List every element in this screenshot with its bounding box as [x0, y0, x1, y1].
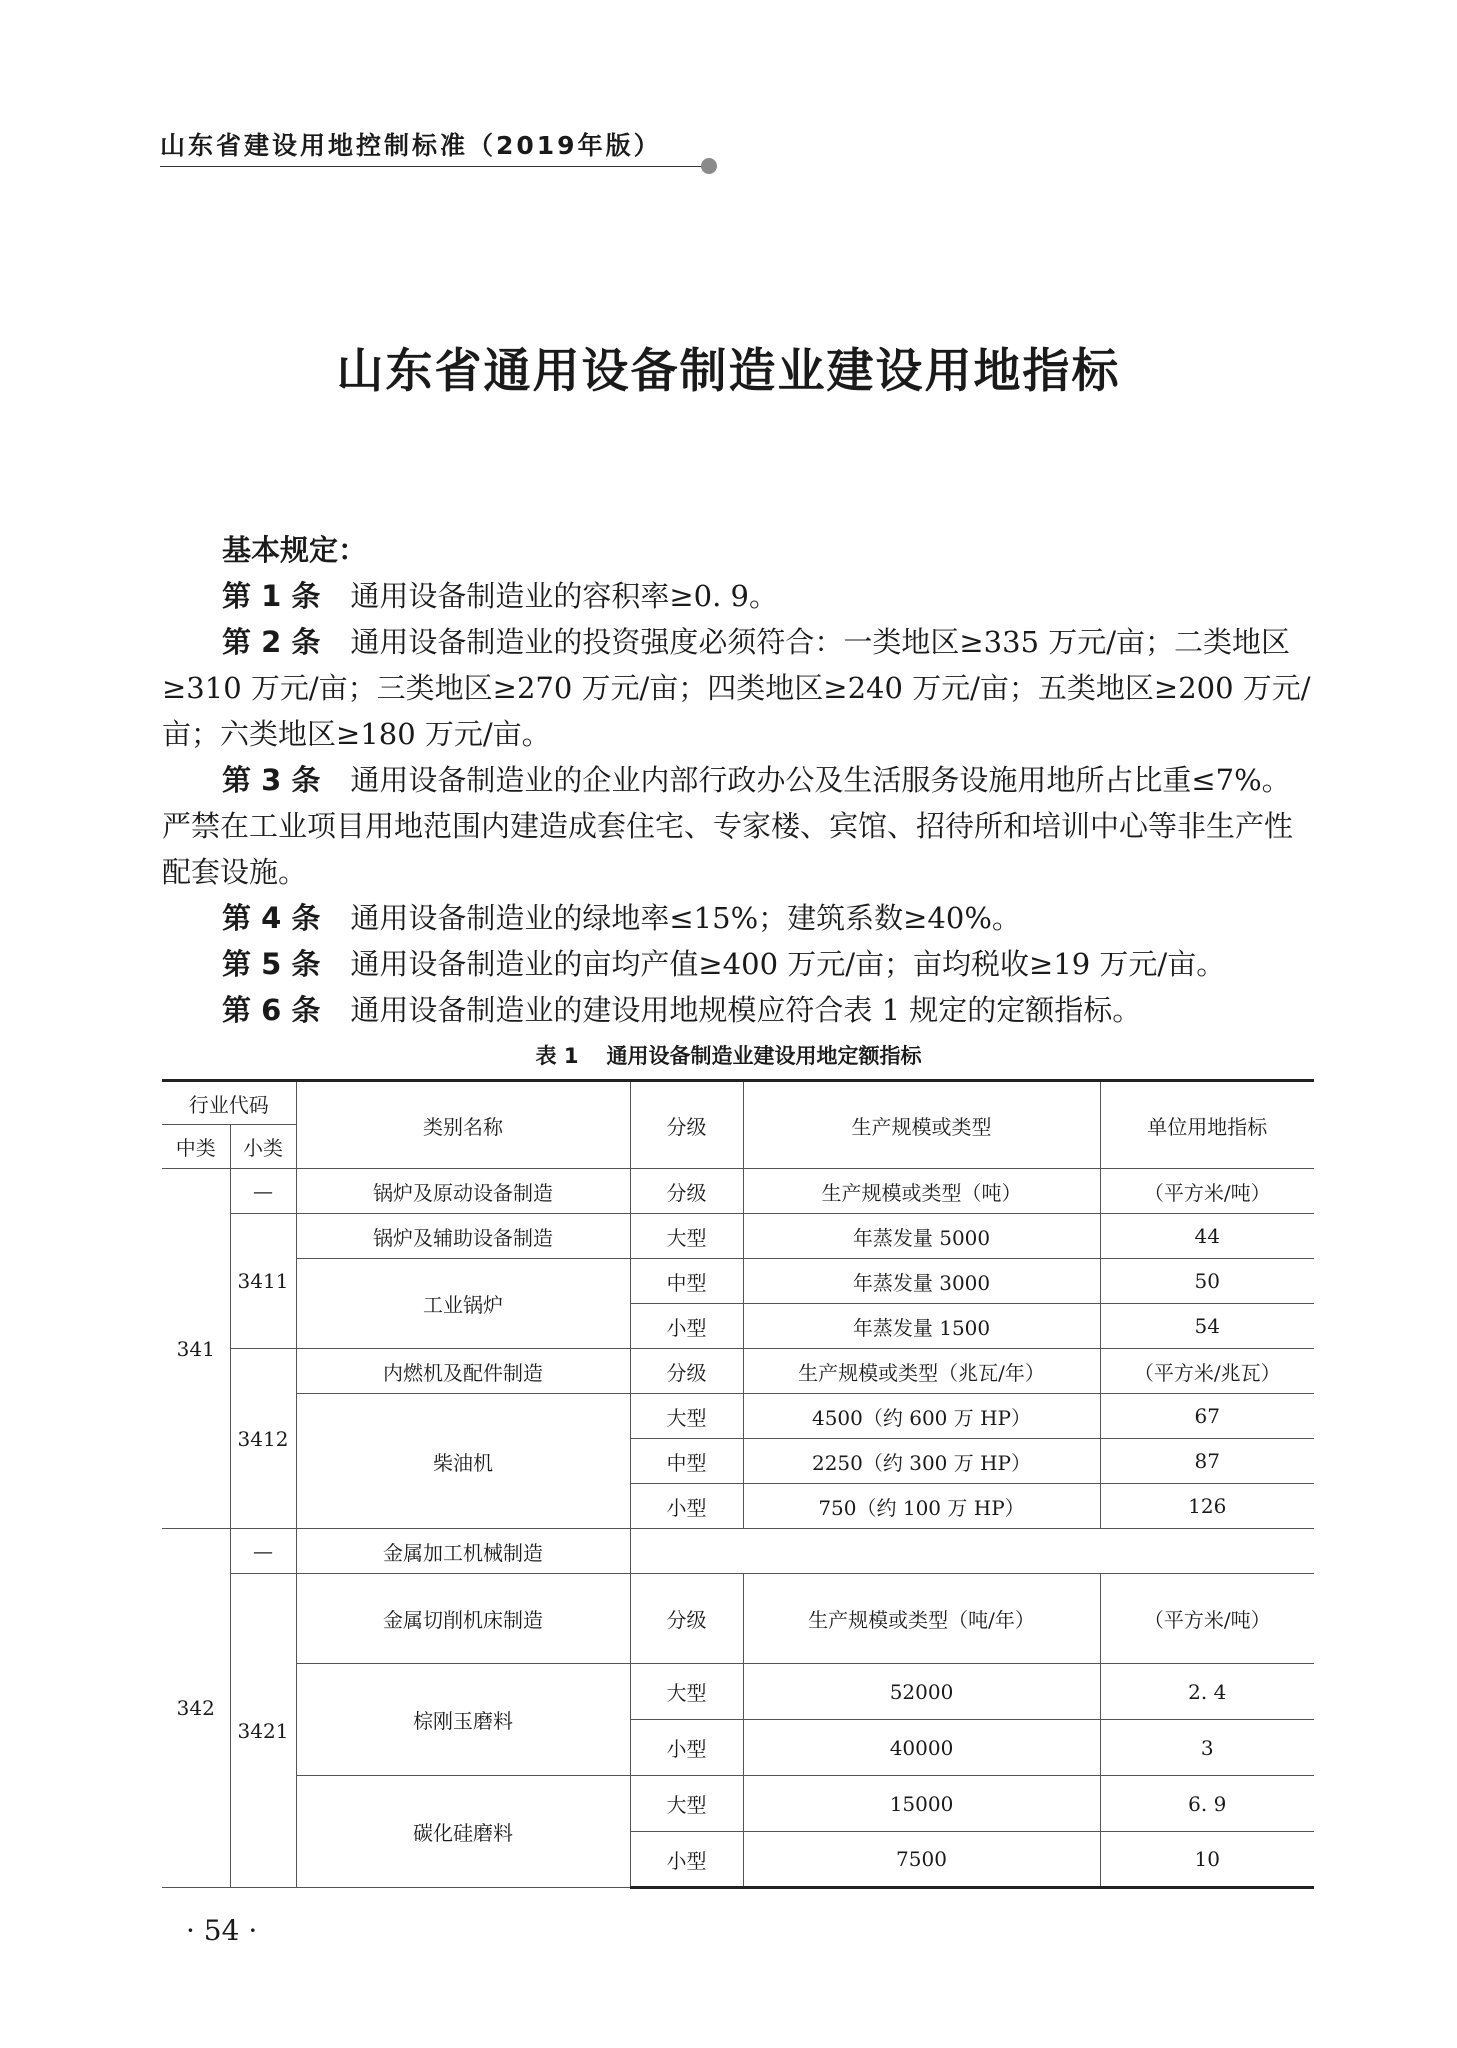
index-cell: 6. 9: [1100, 1776, 1314, 1832]
index-cell: 10: [1100, 1832, 1314, 1888]
scale-cell: 4500（约 600 万 HP）: [743, 1394, 1100, 1439]
category-cell: 金属切削机床制造: [296, 1574, 630, 1664]
basic-provisions: [162, 527, 1314, 1033]
index-cell: 2. 4: [1100, 1664, 1314, 1720]
grade-cell: 大型: [630, 1664, 743, 1720]
article-4: [162, 895, 1314, 941]
header-unit-index: 单位用地指标: [1100, 1081, 1314, 1169]
mid-class-cell: 342: [162, 1529, 230, 1888]
article-text: 通用设备制造业的绿地率≤15%；建筑系数≥40%。: [350, 901, 1021, 935]
quota-table: [162, 1079, 1314, 1889]
grade-cell: 中型: [630, 1259, 743, 1304]
table-title: 通用设备制造业建设用地定额指标: [606, 1044, 922, 1068]
category-cell: 工业锅炉: [296, 1259, 630, 1349]
index-cell: 87: [1100, 1439, 1314, 1484]
category-cell: 内燃机及配件制造: [296, 1349, 630, 1394]
scale-cell: 7500: [743, 1832, 1100, 1888]
grade-cell: 中型: [630, 1439, 743, 1484]
header-rule: [160, 166, 708, 167]
category-cell: 棕刚玉磨料: [296, 1664, 630, 1776]
scale-cell: 40000: [743, 1720, 1100, 1776]
article-3: [162, 757, 1314, 895]
table-header-row: [162, 1081, 1314, 1125]
table-row: [162, 1214, 1314, 1259]
article-label: 第 2 条: [222, 625, 321, 659]
index-cell: 126: [1100, 1484, 1314, 1529]
unit-cell: （平方米/吨）: [1100, 1574, 1314, 1664]
header-mid-class: 中类: [162, 1125, 230, 1169]
grade-cell: 大型: [630, 1776, 743, 1832]
article-5: [162, 941, 1314, 987]
grade-cell: 小型: [630, 1304, 743, 1349]
empty-cell: [630, 1529, 1314, 1574]
grade-cell: 分级: [630, 1349, 743, 1394]
page-title: 山东省通用设备制造业建设用地指标: [336, 344, 1121, 399]
sub-class-cell: 3421: [230, 1574, 296, 1888]
table-row: [162, 1394, 1314, 1439]
table-row: [162, 1664, 1314, 1720]
scale-cell: 2250（约 300 万 HP）: [743, 1439, 1100, 1484]
category-cell: 碳化硅磨料: [296, 1776, 630, 1888]
article-label: 第 4 条: [222, 901, 321, 935]
scale-cell: 生产规模或类型（吨）: [743, 1169, 1100, 1214]
unit-cell: （平方米/吨）: [1100, 1169, 1314, 1214]
header-grade: 分级: [630, 1081, 743, 1169]
article-6: [162, 987, 1314, 1033]
article-text: 通用设备制造业的投资强度必须符合：一类地区≥335 万元/亩；二类地区≥310 万元/亩；三类地区≥270 万元/亩；四类地区≥240 万元/亩；五类地区≥200 万元/亩；六类地区≥180 万元/亩。: [162, 625, 1311, 751]
grade-cell: 小型: [630, 1832, 743, 1888]
scale-cell: 生产规模或类型（兆瓦/年）: [743, 1349, 1100, 1394]
category-cell: 锅炉及辅助设备制造: [296, 1214, 630, 1259]
header-sub-class: 小类: [230, 1125, 296, 1169]
sub-class-cell: 3411: [230, 1214, 296, 1349]
mid-class-cell: 341: [162, 1169, 230, 1529]
category-cell: 金属加工机械制造: [296, 1529, 630, 1574]
scale-cell: 生产规模或类型（吨/年）: [743, 1574, 1100, 1664]
article-label: 第 3 条: [222, 763, 321, 797]
article-label: 第 6 条: [222, 993, 321, 1027]
sub-class-cell: —: [230, 1529, 296, 1574]
page-number: · 54 ·: [186, 1914, 258, 1947]
running-header: 山东省建设用地控制标准（2019年版）: [160, 131, 662, 160]
article-2: [162, 619, 1314, 757]
scale-cell: 年蒸发量 1500: [743, 1304, 1100, 1349]
category-cell: 柴油机: [296, 1394, 630, 1529]
index-cell: 50: [1100, 1259, 1314, 1304]
unit-cell: （平方米/兆瓦）: [1100, 1349, 1314, 1394]
article-text: 通用设备制造业的企业内部行政办公及生活服务设施用地所占比重≤7%。严禁在工业项目用地范围内建造成套住宅、专家楼、宾馆、招待所和培训中心等非生产性配套设施。: [162, 763, 1294, 889]
table-row: [162, 1776, 1314, 1832]
index-cell: 44: [1100, 1214, 1314, 1259]
table-row: [162, 1574, 1314, 1664]
index-cell: 3: [1100, 1720, 1314, 1776]
article-text: 通用设备制造业的建设用地规模应符合表 1 规定的定额指标。: [350, 993, 1142, 1027]
index-cell: 67: [1100, 1394, 1314, 1439]
header-scale: 生产规模或类型: [743, 1081, 1100, 1169]
table-caption: [0, 1040, 1457, 1070]
grade-cell: 大型: [630, 1394, 743, 1439]
sub-class-cell: 3412: [230, 1349, 296, 1529]
index-cell: 54: [1100, 1304, 1314, 1349]
sub-class-cell: —: [230, 1169, 296, 1214]
grade-cell: 分级: [630, 1574, 743, 1664]
table-row: [162, 1349, 1314, 1394]
table-row: [162, 1169, 1314, 1214]
basic-provisions-heading: 基本规定：: [222, 533, 368, 567]
article-text: 通用设备制造业的容积率≥0. 9。: [350, 579, 779, 613]
article-label: 第 1 条: [222, 579, 321, 613]
article-text: 通用设备制造业的亩均产值≥400 万元/亩；亩均税收≥19 万元/亩。: [350, 947, 1226, 981]
grade-cell: 分级: [630, 1169, 743, 1214]
scale-cell: 15000: [743, 1776, 1100, 1832]
scale-cell: 52000: [743, 1664, 1100, 1720]
scale-cell: 750（约 100 万 HP）: [743, 1484, 1100, 1529]
table-number: 表 1: [535, 1044, 579, 1068]
header-dot-ornament: [701, 158, 717, 174]
table-row: [162, 1259, 1314, 1304]
scale-cell: 年蒸发量 3000: [743, 1259, 1100, 1304]
article-1: [162, 573, 1314, 619]
grade-cell: 小型: [630, 1484, 743, 1529]
header-category-name: 类别名称: [296, 1081, 630, 1169]
header-industry-code: 行业代码: [162, 1081, 296, 1125]
grade-cell: 大型: [630, 1214, 743, 1259]
category-cell: 锅炉及原动设备制造: [296, 1169, 630, 1214]
table-row: [162, 1529, 1314, 1574]
article-label: 第 5 条: [222, 947, 321, 981]
scale-cell: 年蒸发量 5000: [743, 1214, 1100, 1259]
grade-cell: 小型: [630, 1720, 743, 1776]
